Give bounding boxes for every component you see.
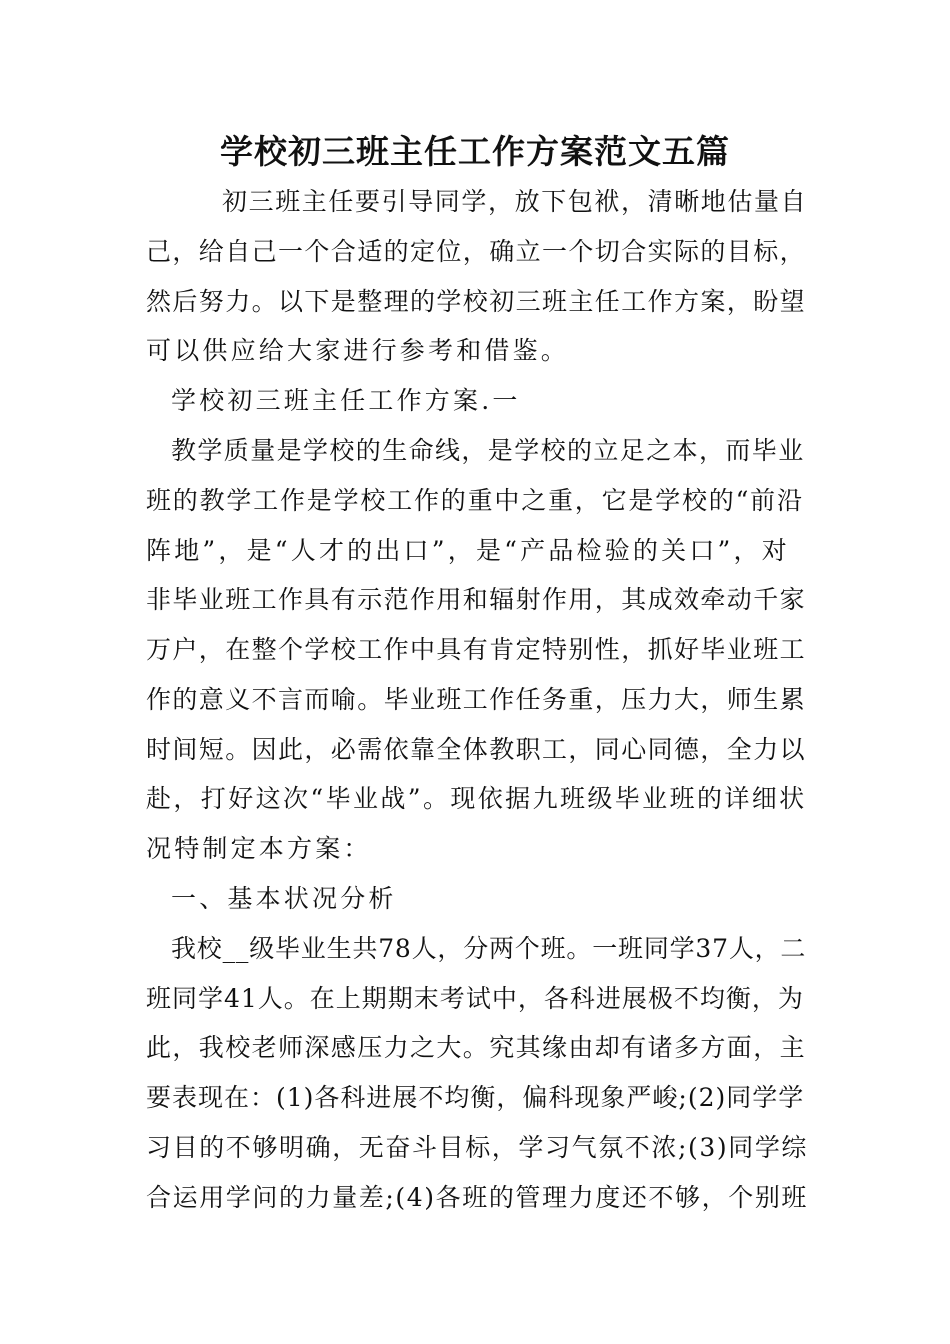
paragraph-line: 然后努力。以下是整理的学校初三班主任工作方案，盼望: [146, 287, 807, 316]
section-heading: 学校初三班主任工作方案.一: [171, 386, 521, 415]
paragraph-line: 此，我校老师深感压力之大。究其缘由却有诸多方面，主: [146, 1033, 807, 1062]
paragraph-line: 班同学41人。在上期期末考试中，各科进展极不均衡，为: [146, 984, 804, 1013]
paragraph-line: 教学质量是学校的生命线，是学校的立足之本，而毕业: [171, 436, 805, 465]
paragraph-line: 我校__级毕业生共78人，分两个班。一班同学37人，二: [171, 934, 807, 963]
document-title: 学校初三班主任工作方案范文五篇: [220, 132, 730, 171]
paragraph-line: 赴，打好这次“毕业战”。现依据九班级毕业班的详细状: [146, 784, 807, 813]
paragraph-line: 可以供应给大家进行参考和借鉴。: [146, 336, 570, 365]
paragraph-line: 万户，在整个学校工作中具有肯定特别性，抓好毕业班工: [146, 635, 807, 664]
paragraph-line: 合运用学问的力量差;(4)各班的管理力度还不够，个别班: [146, 1183, 809, 1212]
paragraph-line: 非毕业班工作具有示范作用和辐射作用，其成效牵动千家: [146, 585, 807, 614]
paragraph-line: 初三班主任要引导同学，放下包袱，清晰地估量自: [222, 187, 808, 216]
paragraph-line: 班的教学工作是学校工作的重中之重，它是学校的“前沿: [146, 486, 804, 515]
paragraph-line: 阵地”，是“人才的出口”，是“产品检验的关口”，对: [146, 536, 790, 565]
paragraph-line: 况特制定本方案：: [146, 834, 372, 863]
paragraph-line: 作的意义不言而喻。毕业班工作任务重，压力大，师生累: [146, 685, 807, 714]
paragraph-line: 要表现在：(1)各科进展不均衡，偏科现象严峻;(2)同学学: [146, 1083, 805, 1112]
paragraph-line: 时间短。因此，必需依靠全体教职工，同心同德，全力以: [146, 735, 807, 764]
paragraph-line: 己，给自己一个合适的定位，确立一个切合实际的目标，: [146, 237, 807, 266]
paragraph-line: 习目的不够明确，无奋斗目标，学习气氛不浓;(3)同学综: [146, 1133, 809, 1162]
section-heading: 一、基本状况分析: [171, 884, 397, 913]
